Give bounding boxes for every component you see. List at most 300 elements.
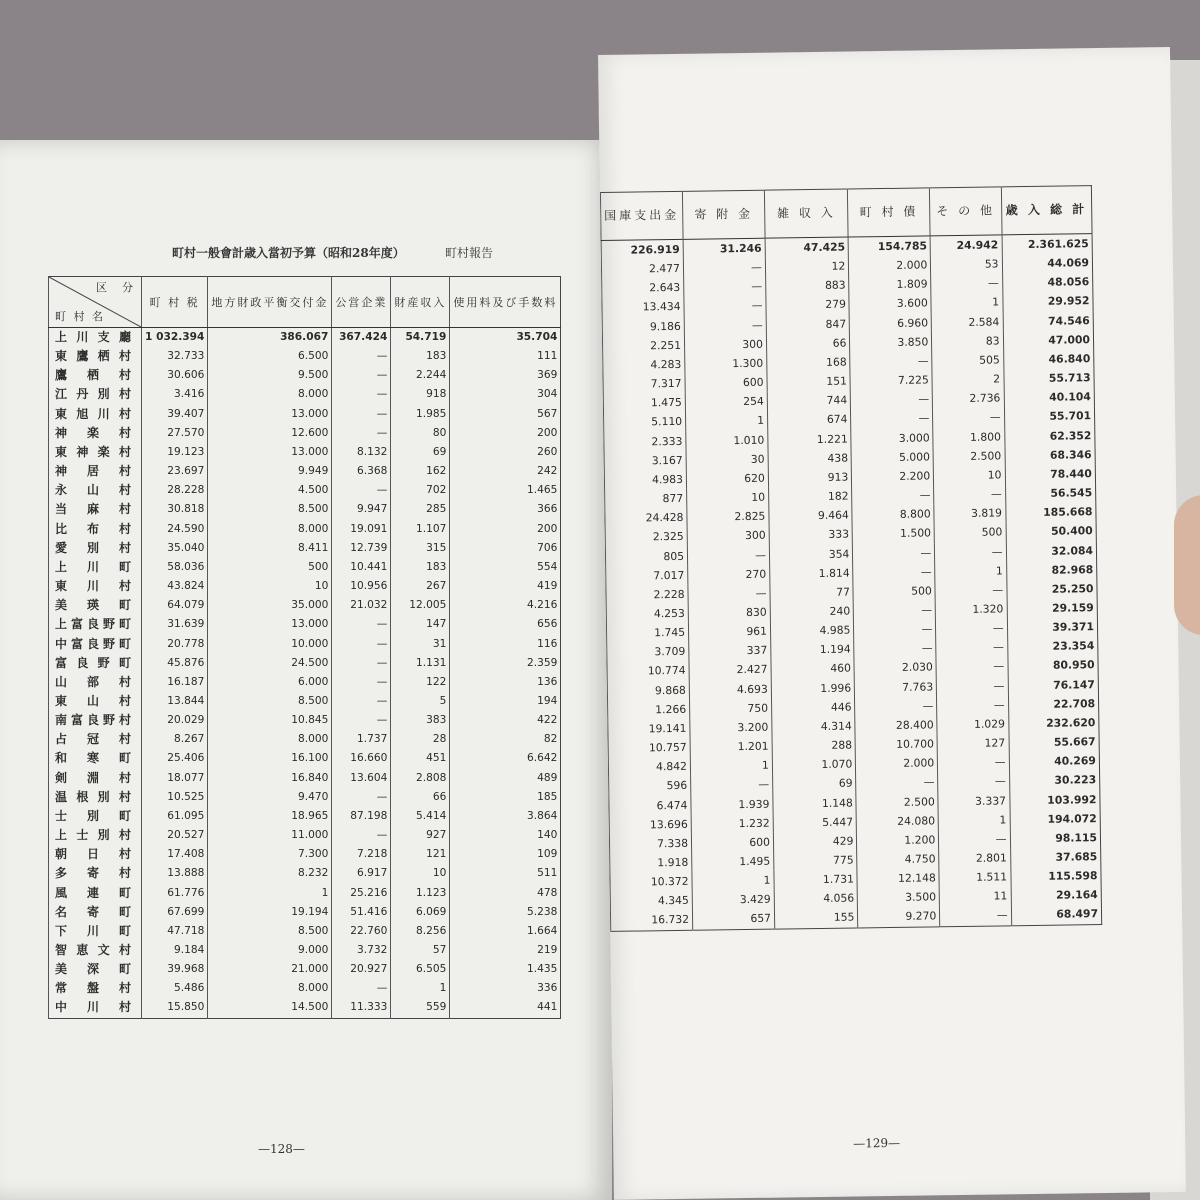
value-cell: 3.732 [332, 941, 391, 960]
value-cell: 67.699 [142, 903, 208, 922]
value-cell: 7.218 [332, 845, 391, 864]
value-cell: 21.032 [332, 596, 391, 615]
value-cell: 3.337 [938, 791, 1010, 811]
value-cell: — [931, 274, 1003, 294]
value-cell: 1.985 [391, 405, 450, 424]
value-cell: 58.036 [142, 558, 208, 577]
value-cell: 1 [208, 884, 332, 903]
value-cell: 168 [767, 352, 851, 372]
value-cell: 9.470 [208, 788, 332, 807]
value-cell: 1.918 [610, 853, 692, 873]
value-cell: 24.942 [930, 235, 1002, 256]
value-cell: — [684, 296, 766, 316]
value-cell: 2.736 [933, 389, 1005, 409]
value-cell: 2.251 [602, 336, 684, 356]
value-cell: 383 [391, 711, 450, 730]
total-cell: 68.497 [1011, 905, 1102, 926]
value-cell: 35.704 [450, 328, 561, 348]
total-cell: 29.952 [1002, 292, 1093, 312]
total-cell: 194.072 [1010, 809, 1101, 829]
value-cell: 19.091 [332, 520, 391, 539]
value-cell: 242 [450, 462, 561, 481]
town-name-cell: 江丹別村 [49, 385, 142, 404]
value-cell: 9.000 [208, 941, 332, 960]
value-cell: — [332, 424, 391, 443]
total-cell: 232.620 [1008, 713, 1099, 733]
value-cell: 1.495 [692, 852, 774, 872]
value-cell: 28.400 [855, 715, 937, 735]
value-cell: 12.600 [208, 424, 332, 443]
table-row [49, 692, 561, 711]
total-cell: 23.354 [1007, 636, 1098, 656]
value-cell: 182 [768, 487, 852, 507]
value-cell: 288 [772, 736, 856, 756]
town-name-cell: 鷹栖村 [49, 366, 142, 385]
value-cell: 13.434 [602, 297, 684, 317]
value-cell: 554 [450, 558, 561, 577]
value-cell: — [683, 258, 765, 278]
value-cell: 8.500 [208, 692, 332, 711]
left-page [0, 140, 612, 1200]
value-cell: 441 [450, 998, 561, 1018]
total-cell: 40.269 [1009, 751, 1100, 771]
value-cell: 10.774 [607, 661, 689, 681]
value-cell: 162 [391, 462, 450, 481]
value-cell: 1.731 [774, 870, 858, 890]
value-cell: 183 [391, 347, 450, 366]
value-cell: 54.719 [391, 328, 450, 348]
value-cell: 451 [391, 749, 450, 768]
table-row [49, 615, 561, 634]
value-cell: 6.069 [391, 903, 450, 922]
value-cell: 24.590 [142, 520, 208, 539]
value-cell: 446 [771, 697, 855, 717]
total-cell: 103.992 [1009, 790, 1100, 810]
town-name-cell: 朝日村 [49, 845, 142, 864]
value-cell: 19.141 [608, 719, 690, 739]
value-cell: 620 [686, 469, 768, 489]
col-header: 地方財政平衡交付金 [208, 277, 332, 328]
total-cell: 55.667 [1009, 732, 1100, 752]
town-name-cell: 上川町 [49, 558, 142, 577]
value-cell: 2.333 [604, 431, 686, 451]
value-cell: 927 [391, 826, 450, 845]
value-cell: 1.435 [450, 960, 561, 979]
value-cell: 2.500 [933, 446, 1005, 466]
value-cell: 12.739 [332, 539, 391, 558]
value-cell: — [332, 673, 391, 692]
value-cell: — [933, 408, 1005, 428]
left-budget-table [48, 276, 561, 1019]
table-row [49, 577, 561, 596]
value-cell: — [936, 638, 1008, 658]
value-cell: 5 [391, 692, 450, 711]
value-cell: 27.570 [142, 424, 208, 443]
value-cell: 337 [689, 641, 771, 661]
value-cell: 438 [768, 448, 852, 468]
total-cell: 39.371 [1007, 617, 1098, 637]
value-cell: 226.919 [601, 239, 683, 260]
table-row [49, 711, 561, 730]
value-cell: 254 [685, 392, 767, 412]
value-cell: 8.132 [332, 443, 391, 462]
value-cell: 3.600 [849, 294, 931, 314]
value-cell: 3.500 [858, 888, 940, 908]
value-cell: — [332, 826, 391, 845]
total-cell: 62.352 [1004, 426, 1095, 446]
value-cell: 77 [770, 582, 854, 602]
value-cell: 7.338 [609, 834, 691, 854]
col-header: 町 村 税 [142, 277, 208, 328]
table-row [49, 769, 561, 788]
value-cell: 109 [450, 845, 561, 864]
value-cell: 775 [774, 850, 858, 870]
value-cell: — [851, 390, 933, 410]
value-cell: 1.814 [770, 563, 854, 583]
right-budget-table [600, 185, 1102, 931]
value-cell: 1.232 [691, 813, 773, 833]
value-cell: 10.845 [208, 711, 332, 730]
value-cell: 11.000 [208, 826, 332, 845]
value-cell: 1 [686, 411, 768, 431]
value-cell: 32.733 [142, 347, 208, 366]
value-cell: 567 [450, 405, 561, 424]
value-cell: 35.040 [142, 539, 208, 558]
total-cell: 22.708 [1008, 694, 1099, 714]
value-cell: 304 [450, 385, 561, 404]
town-name-cell: 温根別村 [49, 788, 142, 807]
value-cell: 16.187 [142, 673, 208, 692]
table-row [49, 864, 561, 883]
value-cell: 20.778 [142, 635, 208, 654]
value-cell: — [332, 366, 391, 385]
value-cell: 1.745 [606, 623, 688, 643]
value-cell: 7.017 [606, 565, 688, 585]
value-cell: 13.000 [208, 405, 332, 424]
value-cell: — [687, 545, 769, 565]
value-cell: 2.801 [939, 848, 1011, 868]
value-cell: 87.198 [332, 807, 391, 826]
value-cell: 16.732 [610, 910, 692, 931]
value-cell: — [937, 676, 1009, 696]
value-cell: — [332, 635, 391, 654]
table-row [49, 500, 561, 519]
value-cell: 1.800 [933, 427, 1005, 447]
value-cell: 2.808 [391, 769, 450, 788]
value-cell: 13.844 [142, 692, 208, 711]
value-cell: — [939, 829, 1011, 849]
table-row [49, 960, 561, 979]
value-cell: 2.584 [931, 312, 1003, 332]
value-cell: 2.030 [854, 658, 936, 678]
value-cell: 830 [688, 603, 770, 623]
value-cell: — [854, 619, 936, 639]
value-cell: 8.000 [208, 730, 332, 749]
town-name-cell: 東旭川村 [49, 405, 142, 424]
value-cell: 3.200 [690, 718, 772, 738]
table-row [49, 347, 561, 366]
value-cell: 1.148 [773, 793, 857, 813]
value-cell: 10.525 [142, 788, 208, 807]
table-row [49, 558, 561, 577]
value-cell: 2.477 [601, 259, 683, 279]
value-cell: 1 032.394 [142, 328, 208, 348]
value-cell: 744 [767, 391, 851, 411]
col-header: 雑 収 入 [764, 189, 848, 238]
table-row [49, 366, 561, 385]
total-cell: 80.950 [1008, 656, 1099, 676]
town-name-cell: 上士別村 [49, 826, 142, 845]
value-cell: 9.464 [769, 506, 853, 526]
value-cell: 674 [767, 410, 851, 430]
value-cell: 285 [391, 500, 450, 519]
table-row [49, 807, 561, 826]
value-cell: 9.947 [332, 500, 391, 519]
town-name-cell: 中富良野町 [49, 635, 142, 654]
value-cell: 4.283 [603, 355, 685, 375]
town-name-cell: 山部村 [49, 673, 142, 692]
value-cell: — [332, 692, 391, 711]
value-cell: 3.429 [692, 890, 774, 910]
table-row [49, 385, 561, 404]
value-cell: 489 [450, 769, 561, 788]
table-title: 町村一般會計歳入當初予算（昭和28年度） [172, 246, 405, 260]
value-cell: 10.700 [855, 734, 937, 754]
value-cell: 4.314 [772, 716, 856, 736]
value-cell: 4.693 [689, 679, 771, 699]
value-cell: 500 [934, 523, 1006, 543]
value-cell: 5.447 [773, 812, 857, 832]
value-cell: 16.100 [208, 749, 332, 768]
value-cell: 1 [935, 561, 1007, 581]
value-cell: 9.186 [602, 316, 684, 336]
value-cell: — [332, 654, 391, 673]
value-cell: 500 [208, 558, 332, 577]
value-cell: — [332, 711, 391, 730]
value-cell: 2.000 [856, 754, 938, 774]
value-cell: 121 [391, 845, 450, 864]
value-cell: — [854, 639, 936, 659]
value-cell: — [691, 775, 773, 795]
value-cell: — [940, 906, 1012, 927]
town-name-cell: 南富良野村 [49, 711, 142, 730]
value-cell: 5.414 [391, 807, 450, 826]
value-cell: 1.475 [603, 393, 685, 413]
value-cell: 13.696 [609, 814, 691, 834]
value-cell: 21.000 [208, 960, 332, 979]
value-cell: — [684, 315, 766, 335]
value-cell: 66 [391, 788, 450, 807]
value-cell: 600 [685, 373, 767, 393]
value-cell: 1.221 [768, 429, 852, 449]
value-cell: 127 [937, 733, 1009, 753]
value-cell: 18.077 [142, 769, 208, 788]
town-name-cell: 風連町 [49, 884, 142, 903]
table-row [49, 654, 561, 673]
value-cell: 333 [769, 525, 853, 545]
value-cell: — [332, 788, 391, 807]
value-cell: — [854, 600, 936, 620]
value-cell: 3.864 [450, 807, 561, 826]
value-cell: 155 [774, 908, 858, 929]
value-cell: 1.996 [771, 678, 855, 698]
col-header: 使用料及び手数料 [450, 277, 561, 328]
town-name-cell: 比布村 [49, 520, 142, 539]
town-name-cell: 占冠村 [49, 730, 142, 749]
value-cell: 25.406 [142, 749, 208, 768]
value-cell: 5.000 [851, 447, 933, 467]
value-cell: 1.511 [939, 867, 1011, 887]
value-cell: 6.368 [332, 462, 391, 481]
total-cell: 2.361.625 [1002, 234, 1093, 255]
value-cell: 2.500 [856, 792, 938, 812]
value-cell: 1.500 [852, 524, 934, 544]
value-cell: 386.067 [208, 328, 332, 348]
total-cell: 30.223 [1009, 770, 1100, 790]
town-name-cell: 下川町 [49, 922, 142, 941]
town-name-cell: 東神楽村 [49, 443, 142, 462]
town-name-cell: 当麻村 [49, 500, 142, 519]
value-cell: 53 [931, 255, 1003, 275]
value-cell: 8.000 [208, 520, 332, 539]
table-row [49, 462, 561, 481]
value-cell: 12.005 [391, 596, 450, 615]
value-cell: 80 [391, 424, 450, 443]
value-cell: — [332, 385, 391, 404]
value-cell: — [856, 773, 938, 793]
value-cell: 1 [690, 756, 772, 776]
value-cell: 10.757 [608, 738, 690, 758]
total-cell: 37.685 [1010, 847, 1101, 867]
value-cell: 2.643 [602, 278, 684, 298]
value-cell: 429 [773, 831, 857, 851]
value-cell: 1.070 [772, 755, 856, 775]
value-cell: 219 [450, 941, 561, 960]
value-cell: 559 [391, 998, 450, 1018]
total-cell: 48.056 [1002, 272, 1093, 292]
value-cell: 16.660 [332, 749, 391, 768]
value-cell: 3.000 [851, 428, 933, 448]
value-cell: 369 [450, 366, 561, 385]
value-cell: 6.505 [391, 960, 450, 979]
value-cell: 43.824 [142, 577, 208, 596]
total-cell: 29.159 [1007, 598, 1098, 618]
table-row [49, 903, 561, 922]
value-cell: 4.500 [208, 481, 332, 500]
value-cell: 4.985 [770, 621, 854, 641]
total-cell: 98.115 [1010, 828, 1101, 848]
value-cell: 47.425 [765, 237, 849, 258]
table-row [49, 635, 561, 654]
value-cell: 300 [684, 334, 766, 354]
value-cell: 20.527 [142, 826, 208, 845]
table-row [49, 539, 561, 558]
value-cell: 6.474 [609, 795, 691, 815]
total-cell: 46.840 [1003, 349, 1094, 369]
value-cell: 83 [932, 331, 1004, 351]
value-cell: 9.270 [858, 907, 940, 928]
value-cell: 6.000 [208, 673, 332, 692]
value-cell: 154.785 [848, 236, 930, 257]
value-cell: 419 [450, 577, 561, 596]
page-number: —129— [853, 1135, 901, 1151]
value-cell: 30.818 [142, 500, 208, 519]
value-cell: 6.917 [332, 864, 391, 883]
value-cell: 260 [450, 443, 561, 462]
total-cell: 56.545 [1005, 483, 1096, 503]
value-cell: 961 [688, 622, 770, 642]
value-cell: 505 [932, 350, 1004, 370]
value-cell: 240 [770, 601, 854, 621]
value-cell: 3.819 [934, 504, 1006, 524]
value-cell: — [937, 695, 1009, 715]
value-cell: 1 [938, 810, 1010, 830]
value-cell: 10.372 [610, 872, 692, 892]
value-cell: 16.840 [208, 769, 332, 788]
value-cell: 24.080 [856, 811, 938, 831]
value-cell: 8.500 [208, 922, 332, 941]
value-cell: 12.148 [857, 868, 939, 888]
col-header: 町 村 債 [848, 188, 931, 237]
value-cell: 270 [688, 564, 770, 584]
table-row [49, 749, 561, 768]
value-cell: 750 [690, 698, 772, 718]
total-cell: 40.104 [1004, 387, 1095, 407]
value-cell: 10.441 [332, 558, 391, 577]
value-cell: 267 [391, 577, 450, 596]
total-cell: 78.440 [1005, 464, 1096, 484]
value-cell: 9.868 [607, 680, 689, 700]
right-page [598, 47, 1186, 1200]
total-cell: 115.598 [1010, 866, 1101, 886]
value-cell: 600 [691, 832, 773, 852]
town-name-cell: 剣淵村 [49, 769, 142, 788]
value-cell: 4.253 [606, 604, 688, 624]
value-cell: 69 [391, 443, 450, 462]
value-cell: 57 [391, 941, 450, 960]
value-cell: 28 [391, 730, 450, 749]
value-cell: 336 [450, 979, 561, 998]
value-cell: 5.486 [142, 979, 208, 998]
value-cell: 1.194 [771, 640, 855, 660]
header-ku: 区 分 [96, 281, 136, 294]
total-cell: 25.250 [1006, 579, 1097, 599]
value-cell: 185 [450, 788, 561, 807]
value-cell: 8.256 [391, 922, 450, 941]
town-name-cell: 永山村 [49, 481, 142, 500]
col-header: そ の 他 [930, 187, 1002, 236]
total-cell: 82.968 [1006, 560, 1097, 580]
value-cell: 8.500 [208, 500, 332, 519]
value-cell: 28.228 [142, 481, 208, 500]
total-cell: 50.400 [1006, 521, 1097, 541]
table-row [49, 673, 561, 692]
total-cell: 55.701 [1004, 407, 1095, 427]
value-cell: 4.842 [608, 757, 690, 777]
header-town-name: 町 村 名 [55, 310, 105, 323]
value-cell: 1 [931, 293, 1003, 313]
col-header-total: 歳 入 総 計 [1001, 186, 1092, 235]
value-cell: 2.359 [450, 654, 561, 673]
value-cell: 45.876 [142, 654, 208, 673]
value-cell: 31.639 [142, 615, 208, 634]
value-cell: 25.216 [332, 884, 391, 903]
town-name-cell: 富良野町 [49, 654, 142, 673]
town-name-cell: 東山村 [49, 692, 142, 711]
total-cell: 76.147 [1008, 675, 1099, 695]
town-name-cell: 上川支廳 [49, 328, 142, 348]
value-cell: 8.000 [208, 979, 332, 998]
